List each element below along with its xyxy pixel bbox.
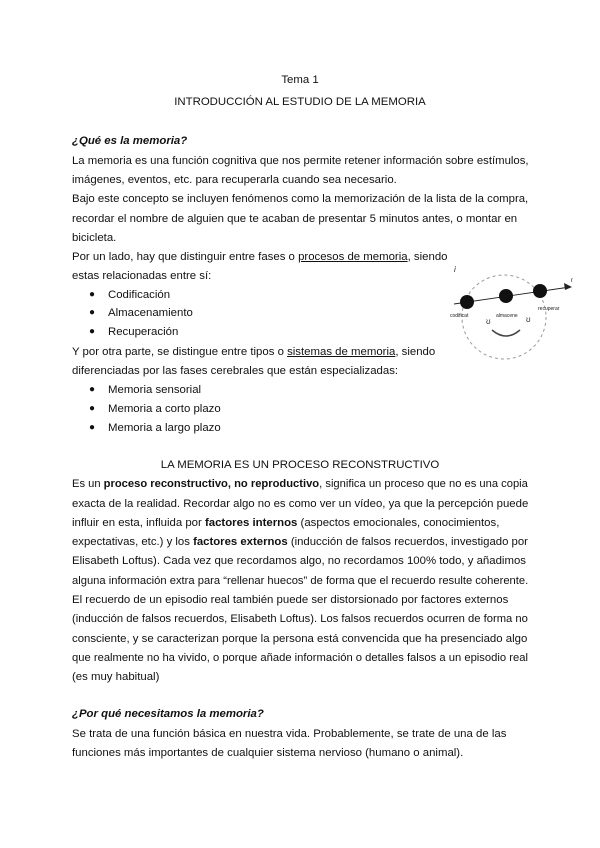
figure-label-codificacion: codificat: [450, 313, 469, 319]
text-span: Es un: [72, 478, 104, 490]
paragraph-line: [72, 250, 448, 264]
paragraph-line: que realmente no ha vivido, o porque añade información o detalles falsos a un episodio real: [72, 652, 528, 664]
figure-label-almacenamiento: almacene: [496, 313, 518, 319]
phase-dot-recuperacion: [533, 284, 547, 298]
figure-label-i: i: [454, 265, 456, 274]
bullet-dot: ●: [89, 403, 96, 414]
bullet-dot: ●: [89, 289, 96, 300]
text-span: , siendo: [407, 251, 448, 263]
memory-phases-figure: [448, 262, 580, 362]
list-item: Memoria a corto plazo: [108, 403, 221, 415]
heading-que-es: ¿Qué es la memoria?: [72, 135, 188, 147]
paragraph-line: funciones más importantes de cualquier sistema nervioso (humano o animal).: [72, 747, 464, 759]
bold-term: factores externos: [193, 536, 288, 548]
paragraph-line: [72, 477, 528, 491]
paragraph-line: bicicleta.: [72, 232, 117, 244]
bullet-dot: ●: [89, 422, 96, 433]
list-item: Codificación: [108, 289, 171, 301]
tema-label: Tema 1: [281, 74, 319, 86]
paragraph-line: [72, 345, 435, 359]
text-span: Y por otra parte, se distingue entre tipos o: [72, 346, 288, 358]
sistemas-memoria-link: sistemas de memoria: [287, 346, 396, 358]
section-heading-reconstructivo: LA MEMORIA ES UN PROCESO RECONSTRUCTIVO: [160, 459, 440, 471]
figure-label-r: r: [571, 278, 573, 284]
text-span: Por un lado, hay que distinguir entre fases o: [72, 251, 299, 263]
phase-dot-codificacion: [460, 295, 474, 309]
paragraph-line: diferenciadas por las fases cerebrales que están especializadas:: [72, 365, 399, 377]
paragraph-line: exacta de la realidad. Recordar algo no es como ver un vídeo, ya que la percepción puede: [72, 498, 529, 510]
eye-left-icon: ʊ: [486, 317, 491, 326]
paragraph-line: (es muy habitual): [72, 671, 160, 683]
text-span: expectativas, etc.) y los: [72, 536, 194, 548]
bullet-dot: ●: [89, 307, 96, 318]
paragraph-line: [72, 535, 528, 549]
page-title: INTRODUCCIÓN AL ESTUDIO DE LA MEMORIA: [174, 96, 426, 108]
eye-right-icon: ʊ: [526, 315, 531, 324]
list-item: Almacenamiento: [108, 307, 193, 319]
paragraph-line: El recuerdo de un episodio real también puede ser distorsionado por factores externos: [72, 594, 509, 606]
paragraph-line: La memoria es una función cognitiva que nos permite retener información sobre estímulos,: [72, 155, 529, 167]
paragraph-line: consciente, y se caracterizan porque la persona está convencida que ha presenciado algo: [72, 633, 528, 645]
bullet-dot: ●: [89, 384, 96, 395]
text-span: , siendo: [395, 346, 436, 358]
arrow-head-icon: [564, 283, 572, 290]
list-item: Memoria sensorial: [108, 384, 202, 396]
paragraph-line: Se trata de una función básica en nuestra vida. Probablemente, se trate de una de las: [72, 728, 507, 740]
smile-mouth: [492, 330, 520, 336]
paragraph-line: estas relacionadas entre sí:: [72, 270, 212, 282]
paragraph-line: Elisabeth Loftus). Cada vez que recordamos algo, no recordamos 100% todo, y añadimos: [72, 555, 526, 567]
text-span: influir en esta, influida por: [72, 517, 205, 529]
bullet-dot: ●: [89, 326, 96, 337]
procesos-memoria-link: procesos de memoria: [298, 251, 408, 263]
list-item: Memoria a largo plazo: [108, 422, 221, 434]
phase-dot-almacenamiento: [499, 289, 513, 303]
text-span: , significa un proceso que no es una copia: [319, 478, 528, 490]
figure-label-recuperacion: recuperar: [538, 306, 560, 312]
paragraph-line: (inducción de falsos recuerdos, Elisabeth Loftus). Los falsos recuerdos ocurren de forma no: [72, 613, 528, 625]
paragraph-line: [72, 516, 499, 530]
paragraph-line: alguna información extra para “rellenar huecos” de forma que el recuerdo resulte coherente.: [72, 575, 529, 587]
paragraph-line: Bajo este concepto se incluyen fenómenos como la memorización de la lista de la compra,: [72, 193, 529, 205]
list-item: Recuperación: [108, 326, 179, 338]
text-span: (aspectos emocionales, conocimientos,: [297, 517, 500, 529]
text-span: (inducción de falsos recuerdos, investigado por: [287, 536, 528, 548]
heading-por-que: ¿Por qué necesitamos la memoria?: [72, 708, 264, 720]
bold-term: proceso reconstructivo, no reproductivo: [103, 478, 320, 490]
bold-term: factores internos: [204, 517, 298, 529]
paragraph-line: recordar el nombre de alguien que te acaban de presentar 5 minutos antes, o montar en: [72, 213, 518, 225]
paragraph-line: imágenes, eventos, etc. para recuperarla cuando sea necesario.: [72, 174, 397, 186]
